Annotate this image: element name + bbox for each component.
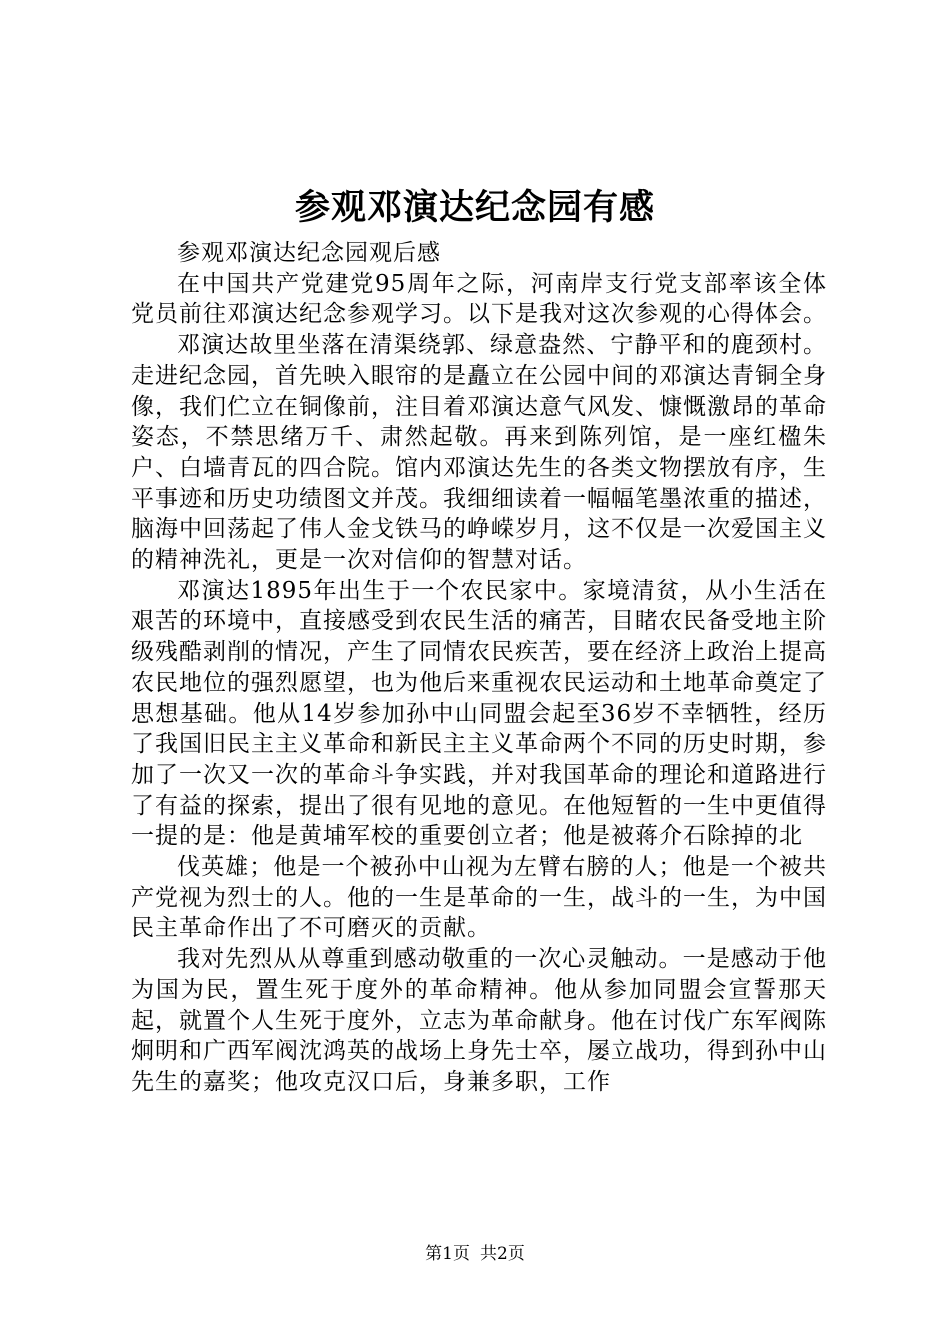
page-title: 参观邓演达纪念园有感 xyxy=(294,187,655,228)
body-paragraph: 我对先烈从从尊重到感动敬重的一次心灵触动。一是感动于他为国为民，置生死于度外的革命精神。他从参加同盟会宣誓那天起，就置个人生死于度外，立志为革命献身。他在讨伐广东军阀陈炯明和广西军阀沈鸿英的战场上身先士卒，屡立战功，得到孙中山先生的嘉奖；他攻克汉口后，身兼多职，工作 xyxy=(131,946,827,1095)
body-paragraph: 邓演达故里坐落在清渠绕郭、绿意盎然、宁静平和的鹿颈村。走进纪念园，首先映入眼帘的是矗立在公园中间的邓演达青铜全身像，我们伫立在铜像前，注目着邓演达意气风发、慷慨激昂的革命姿态，不禁思绪万千、肃然起敬。再来到陈列馆，是一座红楹朱户、白墙青瓦的四合院。馆内邓演达先生的各类文物摆放有序，生平事迹和历史功绩图文并茂。我细细读着一幅幅笔墨浓重的描述，脑海中回荡起了伟人金戈铁马的峥嵘岁月，这不仅是一次爱国主义的精神洗礼，更是一次对信仰的智慧对话。 xyxy=(131,332,827,574)
document-body xyxy=(131,238,827,1098)
body-paragraph: 邓演达1895年出生于一个农民家中。家境清贫，从小生活在艰苦的环境中，直接感受到农民生活的痛苦，目睹农民备受地主阶级残酷剥削的情况，产生了同情农民疾苦，要在经济上政治上提高农民地位的强烈愿望，也为他后来重视农民运动和土地革命奠定了思想基础。他从14岁参加孙中山同盟会起至36岁不幸牺牲，经历了我国旧民主主义革命和新民主主义革命两个不同的历史时期，参加了一次又一次的革命斗争实践，并对我国革命的理论和道路进行了有益的探索，提出了很有见地的意见。在他短暂的一生中更值得一提的是：他是黄埔军校的重要创立者；他是被蒋介石除掉的北 xyxy=(131,577,827,850)
page-number: 第1页 xyxy=(425,1244,470,1264)
page-total: 共2页 xyxy=(480,1244,525,1264)
page-footer xyxy=(0,1242,950,1266)
body-paragraph: 在中国共产党建党95周年之际，河南岸支行党支部率该全体党员前往邓演达纪念参观学习。以下是我对这次参观的心得体会。 xyxy=(131,270,827,328)
subtitle-paragraph: 参观邓演达纪念园观后感 xyxy=(177,240,441,266)
body-paragraph: 伐英雄；他是一个被孙中山视为左臂右膀的人；他是一个被共产党视为烈士的人。他的一生是革命的一生，战斗的一生，为中国民主革命作出了不可磨灭的贡献。 xyxy=(131,854,827,942)
